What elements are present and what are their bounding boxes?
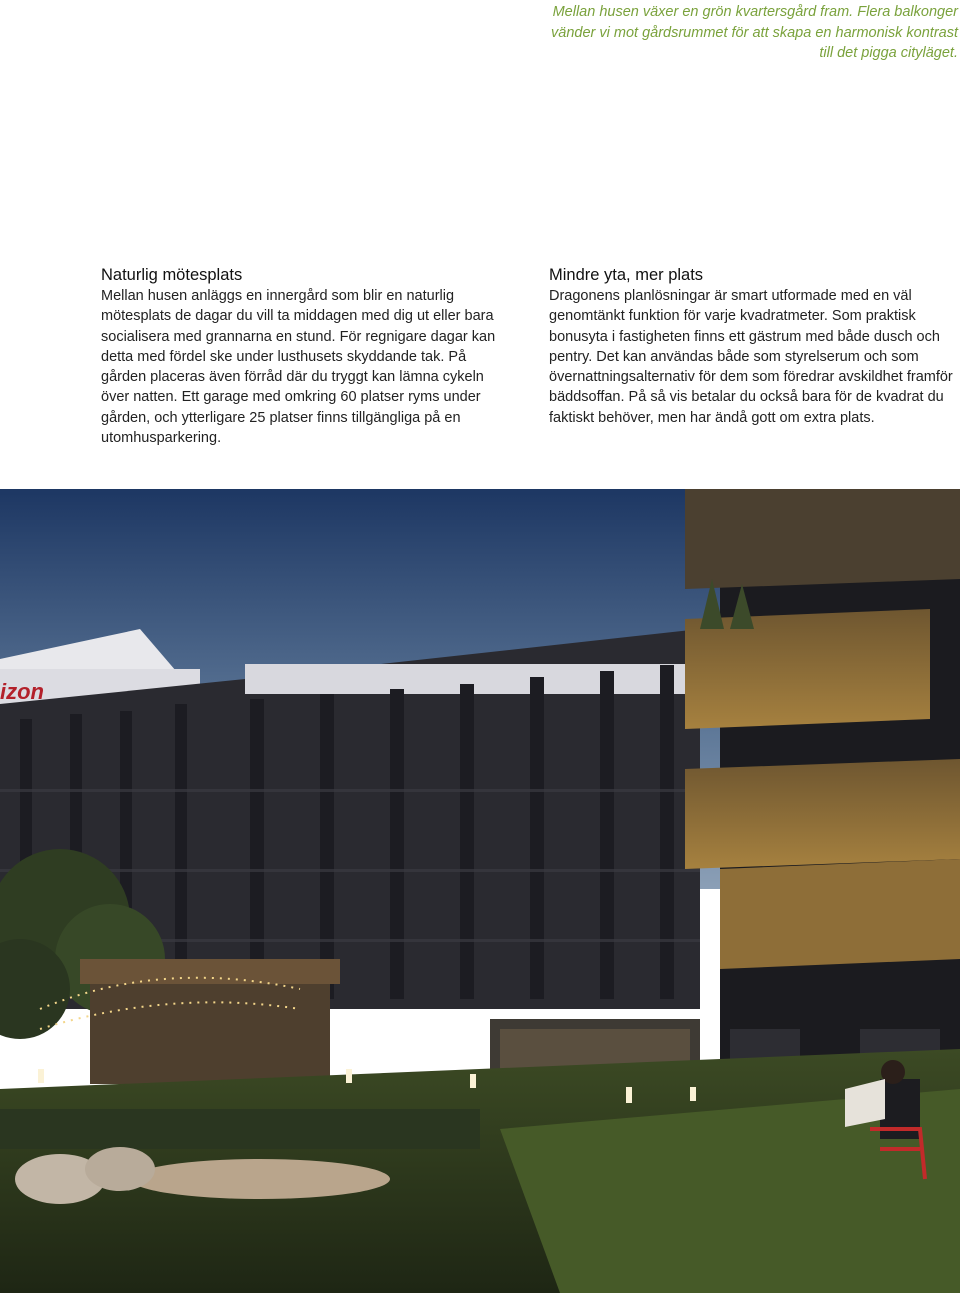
section-heading: Mindre yta, mer plats	[549, 266, 704, 284]
building-sign: izon	[0, 679, 44, 704]
section-body: Mellan husen anläggs en innergård som blir en naturlig mötesplats de dagar du vill ta middagen med dig ut eller bara socialisera med grannarna en stund. För regnigare dagar kan detta med fördel ske under lusthusets skyddande tak. På gården placeras även förråd där du tryggt kan lämna cykeln över natten. Ett garage med omkring 60 platser ryms under gården, och ytterligare 25 platser finns tillgängliga på en utomhusparkering.	[101, 288, 496, 447]
section-body: Dragonens planlösningar är smart utformade med en väl genomtänkt funktion för varje kvadratmeter. Som praktisk bonusyta i fastigheten finns ett gästrum med både dusch och pentry. Det kan användas både som styrelserum och som övernattningsalternativ för dem som föredrar avskildhet framför bäddsoffan. På så vis betalar du också bara för de kvadrat du faktiskt behöver, men har ändå gott om extra plats.	[549, 288, 953, 426]
photo-caption: Mellan husen växer en grön kvartersgård fram. Flera balkonger vänder vi mot gårdsrummet för att skapa en harmonisk kontrast till det pigga cityläget.	[551, 4, 958, 61]
courtyard-photo	[0, 489, 960, 1293]
section-mindre-yta	[549, 264, 960, 428]
section-naturlig-motesplats	[101, 264, 513, 448]
section-heading: Naturlig mötesplats	[101, 266, 243, 284]
